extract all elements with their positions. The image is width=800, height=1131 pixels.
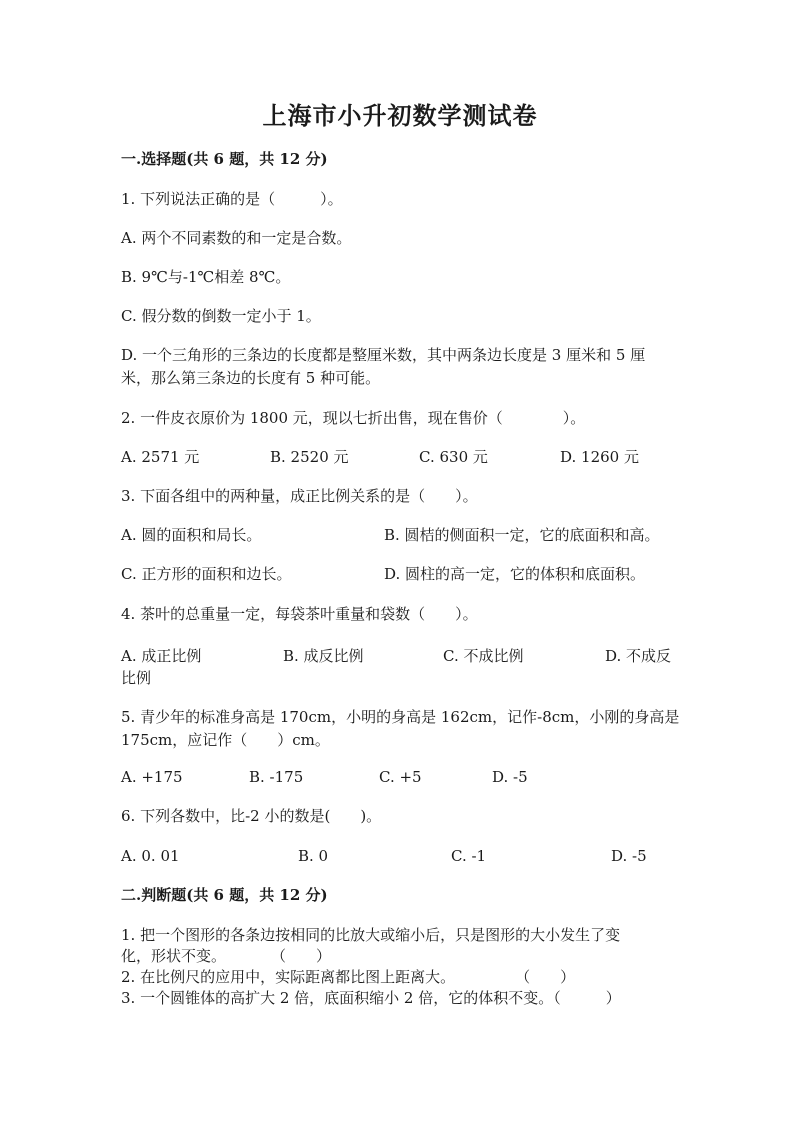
question-5-option-d: D. -5	[492, 768, 528, 786]
judgement-1-line1: 1. 把一个图形的各条边按相同的比放大或缩小后，只是图形的大小发生了变	[121, 926, 621, 944]
judgement-1-line2: 化，形状不变。 （ ）	[121, 947, 332, 965]
question-4-option-d-line1: D. 不成反	[605, 647, 672, 665]
question-5-line1: 5. 青少年的标准身高是 170cm，小明的身高是 162cm，记作-8cm，小刚的身高是	[121, 708, 680, 726]
question-5-option-a: A. +175	[121, 768, 183, 786]
question-2-option-b: B. 2520 元	[270, 448, 349, 466]
question-5-line2: 175cm，应记作（ ）cm。	[121, 731, 330, 749]
question-4-stem: 4. 茶叶的总重量一定，每袋茶叶重量和袋数（ ）。	[121, 605, 478, 623]
page-title: 上海市小升初数学测试卷	[262, 101, 538, 130]
question-6-option-c: C. -1	[451, 847, 487, 865]
question-1-stem: 1. 下列说法正确的是（ ）。	[121, 190, 343, 208]
question-5-option-c: C. +5	[379, 768, 422, 786]
question-1-option-a: A. 两个不同素数的和一定是合数。	[121, 229, 352, 247]
question-6-stem: 6. 下列各数中，比-2 小的数是( )。	[121, 807, 382, 825]
question-6-option-a: A. 0. 01	[121, 847, 180, 865]
question-2-stem: 2. 一件皮衣原价为 1800 元，现以七折出售，现在售价（ ）。	[121, 409, 586, 427]
question-4-option-a: A. 成正比例	[121, 647, 202, 665]
question-6-option-b: B. 0	[298, 847, 329, 865]
question-2-option-d: D. 1260 元	[560, 448, 639, 466]
question-4-option-b: B. 成反比例	[283, 647, 364, 665]
question-6-option-d: D. -5	[611, 847, 647, 865]
question-3-stem: 3. 下面各组中的两种量，成正比例关系的是（ ）。	[121, 487, 478, 505]
judgement-3: 3. 一个圆锥体的高扩大 2 倍，底面积缩小 2 倍，它的体积不变。（ ）	[121, 989, 621, 1007]
question-3-option-c: C. 正方形的面积和边长。	[121, 565, 292, 583]
question-2-option-a: A. 2571 元	[121, 448, 200, 466]
question-5-option-b: B. -175	[249, 768, 304, 786]
question-3-option-b: B. 圆桔的侧面积一定，它的底面积和高。	[384, 526, 660, 544]
judgement-2: 2. 在比例尺的应用中，实际距离都比图上距离大。 （ ）	[121, 968, 576, 986]
question-3-option-a: A. 圆的面积和局长。	[121, 526, 262, 544]
section-heading-judgement: 二.判断题(共 6 题，共 12 分)	[121, 886, 328, 904]
question-1-option-d-line1: D. 一个三角形的三条边的长度都是整厘米数，其中两条边长度是 3 厘米和 5 厘	[121, 346, 646, 364]
question-4-option-c: C. 不成比例	[443, 647, 524, 665]
section-heading-choice: 一.选择题(共 6 题，共 12 分)	[121, 150, 328, 168]
question-3-option-d: D. 圆柱的高一定，它的体积和底面积。	[384, 565, 646, 583]
question-2-option-c: C. 630 元	[419, 448, 488, 466]
question-1-option-b: B. 9℃与-1℃相差 8℃。	[121, 268, 291, 286]
question-4-option-d-line2: 比例	[121, 669, 152, 687]
question-1-option-d-line2: 米，那么第三条边的长度有 5 种可能。	[121, 369, 381, 387]
question-1-option-c: C. 假分数的倒数一定小于 1。	[121, 307, 321, 325]
